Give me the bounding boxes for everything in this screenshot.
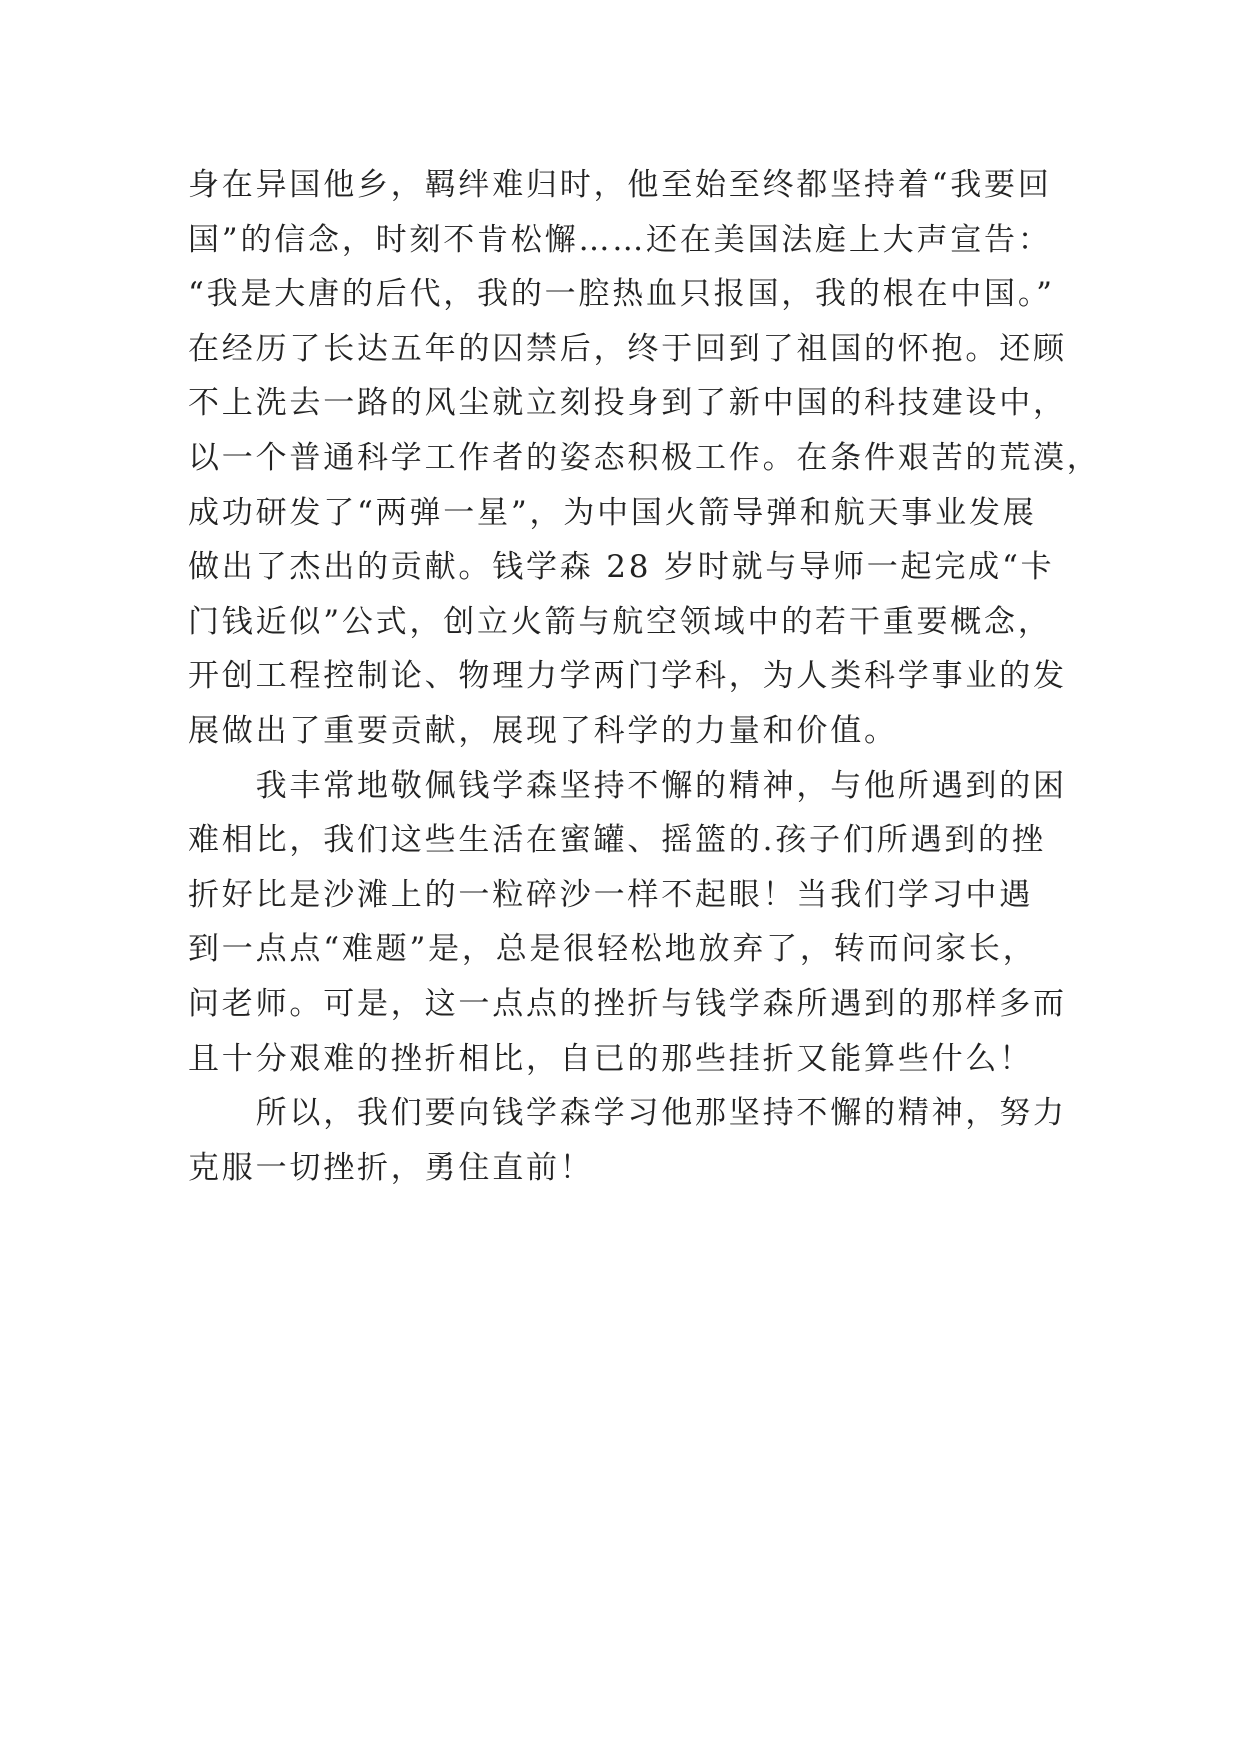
- text-line: 做出了杰出的贡献。钱学森 28 岁时就与导师一起完成“卡: [188, 549, 1055, 586]
- body-text: [188, 158, 1101, 1195]
- text-line: 在经历了长达五年的囚禁后，终于回到了祖国的怀抱。还顾: [188, 330, 1067, 367]
- text-line: 身在异国他乡，羁绊难归时，他至始至终都坚持着“我要回: [188, 167, 1052, 203]
- text-line: 问老师。可是，这一点点的挫折与钱学森所遇到的那样多而: [188, 985, 1067, 1022]
- text-line: 以一个普通科学工作者的姿态积极工作。在条件艰苦的荒漠，: [188, 439, 1101, 476]
- text-line: 且十分艰难的挫折相比，自已的那些挂折又能算些什么！: [188, 1040, 1033, 1077]
- text-line: 难相比，我们这些生活在蜜罐、摇篮的.孩子们所遇到的挫: [188, 822, 1046, 859]
- text-line: 国”的信念，时刻不肯松懈……还在美国法庭上大声宣告：: [188, 221, 1052, 258]
- text-line: 开创工程控制论、物理力学两门学科，为人类科学事业的发: [188, 658, 1067, 695]
- text-line: 不上洗去一路的风尘就立刻投身到了新中国的科技建设中，: [188, 385, 1067, 422]
- text-line: 到一点点“难题”是，总是很轻松地放弃了，转而问家长，: [188, 931, 1037, 968]
- text-line: 所以，我们要向钱学森学习他那坚持不懈的精神，努力: [188, 1095, 1067, 1132]
- text-line: 展做出了重要贡献，展现了科学的力量和价值。: [188, 712, 898, 749]
- text-line: 成功研发了“两弹一星”，为中国火箭导弹和航天事业发展: [188, 494, 1037, 531]
- text-line: 克服一切挫折，勇住直前！: [188, 1149, 594, 1186]
- text-line: 折好比是沙滩上的一粒碎沙一样不起眼！当我们学习中遇: [188, 876, 1033, 913]
- text-line: 门钱近似”公式，创立火箭与航空领域中的若干重要概念，: [188, 603, 1052, 640]
- text-line: 我丰常地敬佩钱学森坚持不懈的精神，与他所遇到的困: [188, 767, 1067, 804]
- text-line: “我是大唐的后代，我的一腔热血只报国，我的根在中国。”: [188, 276, 1055, 313]
